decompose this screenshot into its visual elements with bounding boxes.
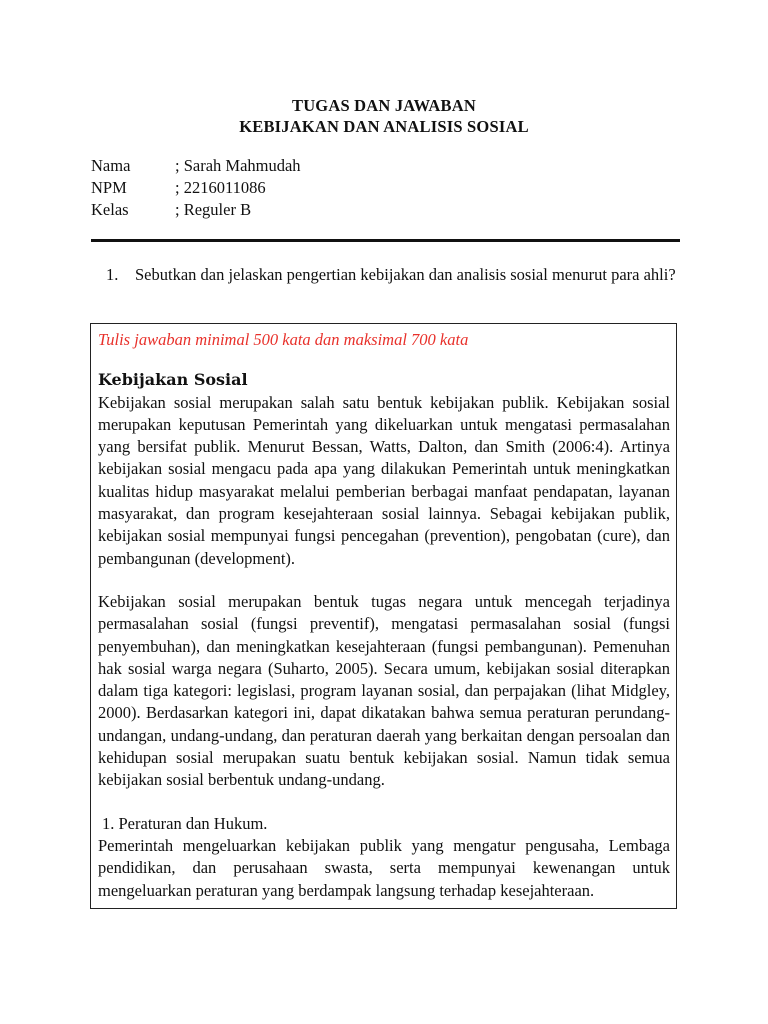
identity-row-npm (91, 177, 301, 199)
question-number: 1. (106, 265, 119, 284)
answer-content (98, 329, 670, 902)
point-heading: 1. Peraturan dan Hukum. (102, 813, 268, 833)
answer-subheading: Kebijakan Sosial (98, 370, 248, 390)
question-item (106, 264, 676, 286)
horizontal-divider (91, 239, 680, 242)
student-identity (91, 155, 301, 221)
identity-label: Nama (91, 156, 131, 175)
document-title-line2: KEBIJAKAN DAN ANALISIS SOSIAL (239, 117, 529, 136)
identity-label: NPM (91, 178, 127, 197)
identity-value: ; Sarah Mahmudah (175, 156, 301, 175)
identity-label: Kelas (91, 200, 129, 219)
identity-value: ; Reguler B (175, 200, 252, 219)
identity-row-nama (91, 155, 301, 177)
answer-instruction: Tulis jawaban minimal 500 kata dan maksimal 700 kata (98, 330, 469, 349)
point-text: Pemerintah mengeluarkan kebijakan publik yang mengatur pengusaha, Lembaga pendidikan, dan perusahaan swasta, serta mempunyai kewenangan untuk mengeluarkan peraturan yang berdampak langsung terhadap kesejahteraan. (98, 835, 670, 900)
answer-box (90, 323, 677, 909)
answer-paragraph-1: Kebijakan sosial merupakan salah satu bentuk kebijakan publik. Kebijakan sosial merupakan keputusan Pemerintah yang dikeluarkan untuk mengatasi permasalahan yang bersifat publik. Menurut Bessan, Watts, Dalton, dan Smith (2006:4). Artinya kebijakan sosial mengacu pada apa yang dilakukan Pemerintah untuk meningkatkan kualitas hidup masyarakat melalui pemberian berbagai manfaat pendapatan, layanan masyarakat, dan program kesejahteraan sosial lainnya. Sebagai kebijakan publik, kebijakan sosial mempunyai fungsi pencegahan (prevention), pengobatan (cure), dan pembangunan (development). (98, 392, 670, 568)
identity-row-kelas (91, 199, 301, 221)
document-title-line1: TUGAS DAN JAWABAN (291, 96, 476, 115)
question-text: Sebutkan dan jelaskan pengertian kebijakan dan analisis sosial menurut para ahli? (135, 265, 676, 284)
answer-paragraph-2: Kebijakan sosial merupakan bentuk tugas negara untuk mencegah terjadinya permasalahan sosial (fungsi preventif), mengatasi permasalahan sosial (fungsi penyembuhan), dan meningkatkan kesejahteraan (fungsi pembangunan). Pemenuhan hak sosial warga negara (Suharto, 2005). Secara umum, kebijakan sosial diterapkan dalam tiga kategori: legislasi, program layanan sosial, dan perpajakan (lihat Midgley, 2000). Berdasarkan kategori ini, dapat dikatakan bahwa semua peraturan perundang-undangan, undang-undang, dan peraturan daerah yang berkaitan dengan persoalan dan kehidupan sosial merupakan suatu bentuk kebijakan sosial. Namun tidak semua kebijakan sosial berbentuk undang-undang. (98, 591, 670, 790)
identity-value: ; 2216011086 (175, 178, 266, 197)
